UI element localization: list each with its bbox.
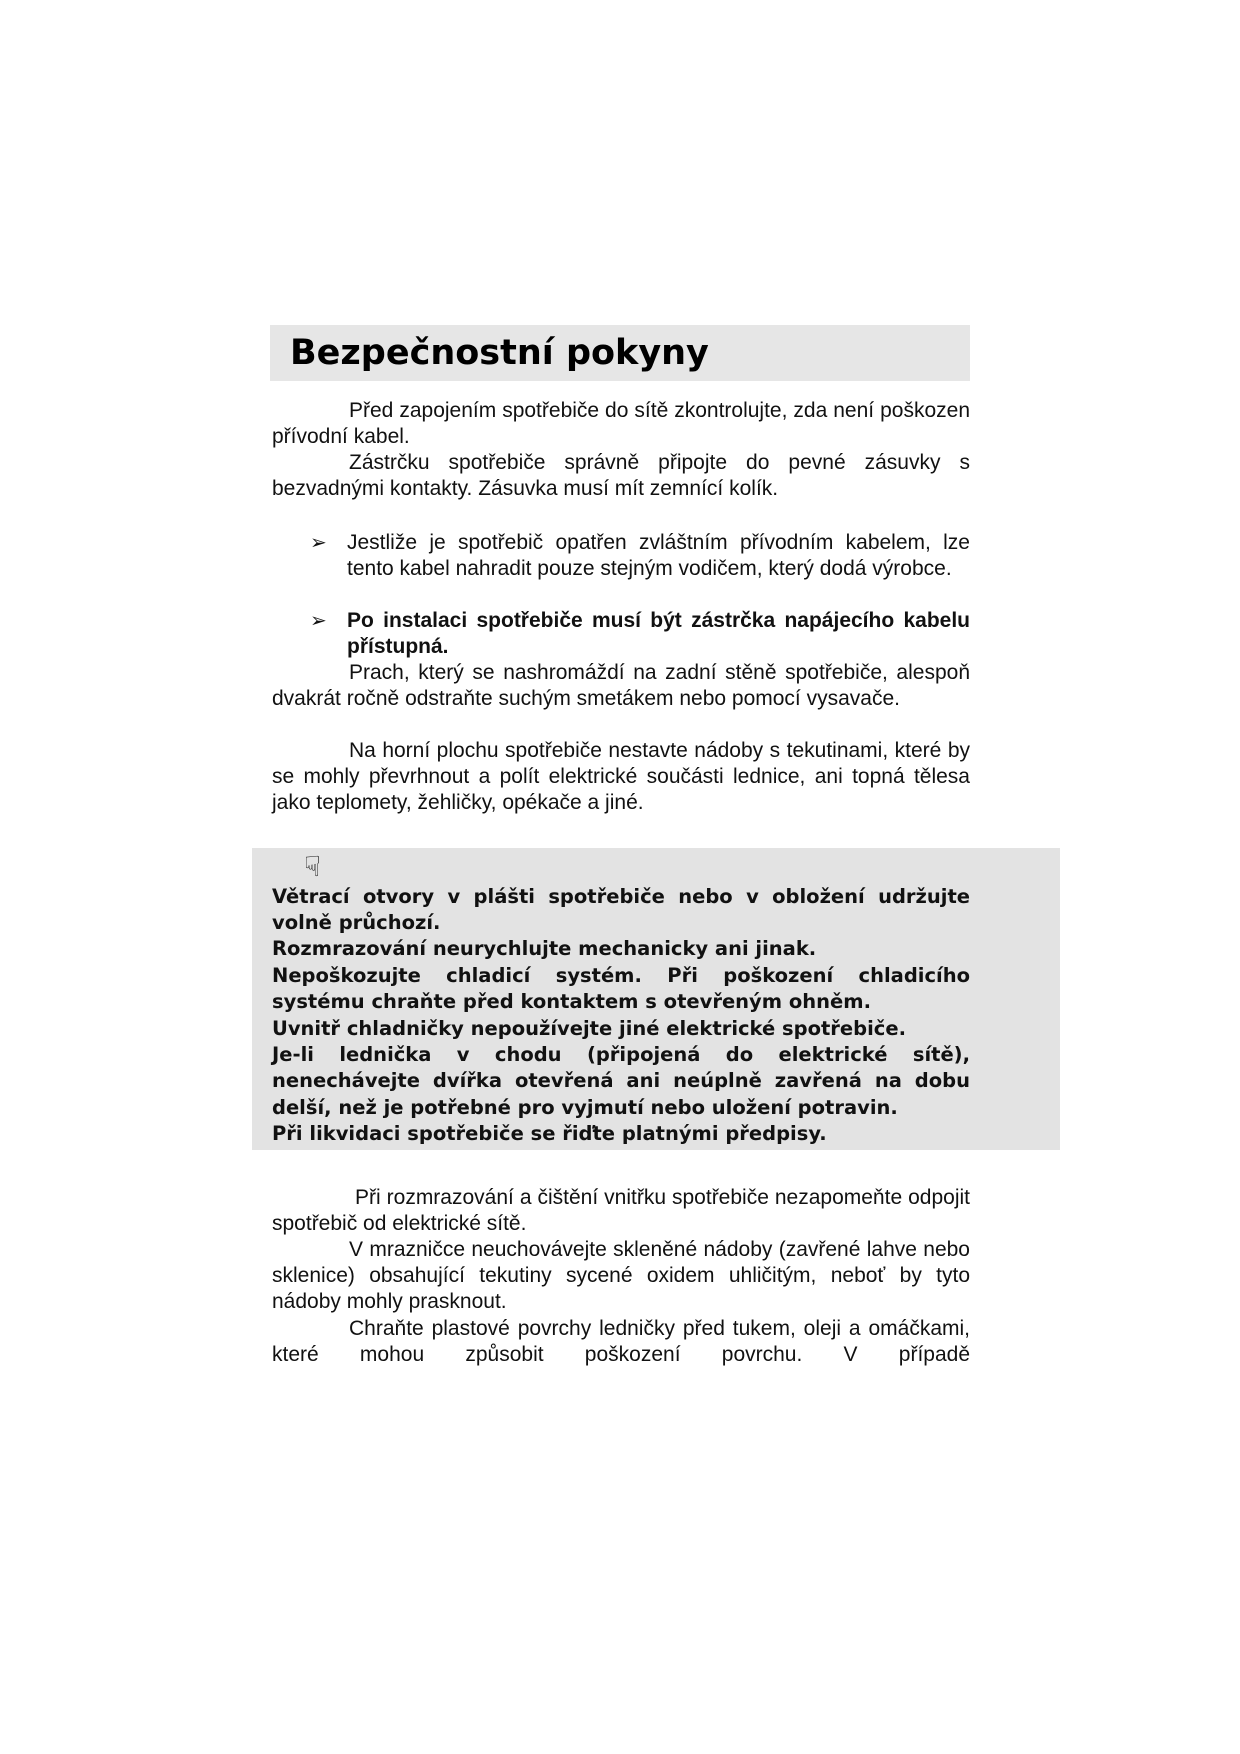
warning-line: Větrací otvory v plášti spotřebiče nebo v obložení udržujte [272, 885, 970, 908]
middle-paragraph-2: Na horní plochu spotřebiče nestavte nádoby s tekutinami, které by se mohly převrhnout a polít elektrické součásti lednice, ani topná tělesa jako teplomety, žehličky, opékače a jiné. [272, 739, 970, 814]
bullet-text: Jestliže je spotřebič opatřen zvláštním přívodním kabelem, lze tento kabel nahradit pouze stejným vodičem, který dodá výrobce. [347, 531, 970, 580]
warning-line: Rozmrazování neurychlujte mechanicky ani jinak. [272, 937, 817, 960]
bullet-item [310, 608, 970, 660]
arrow-bullet-icon: ➢ [310, 610, 327, 632]
warning-box [252, 848, 1060, 1150]
warning-line: Při likvidaci spotřebiče se řiďte platnými předpisy. [272, 1122, 827, 1145]
pointing-hand-icon: ☟ [304, 851, 322, 882]
intro-paragraph-2: Zástrčku spotřebiče správně připojte do pevné zásuvky s bezvadnými kontakty. Zásuvka musí mít zemnící kolík. [272, 451, 970, 500]
arrow-bullet-icon: ➢ [310, 532, 327, 554]
closing-paragraph-3: Chraňte plastové povrchy ledničky před tukem, oleji a omáčkami, které mohou způsobit poškození povrchu. V případě [272, 1317, 970, 1366]
closing-paragraph-1: Při rozmrazování a čištění vnitřku spotřebiče nezapomeňte odpojit spotřebič od elektrické sítě. [272, 1186, 970, 1235]
closing-paragraph-2: V mrazničce neuchovávejte skleněné nádoby (zavřené lahve nebo sklenice) obsahující tekutiny sycené oxidem uhličitým, neboť by tyto nádoby mohly prasknout. [272, 1238, 970, 1313]
bullet-item [310, 530, 970, 582]
warning-line: delší, než je potřebné pro vyjmutí nebo uložení potravin. [272, 1096, 898, 1119]
warning-line: nenechávejte dvířka otevřená ani neúplně zavřená na dobu [272, 1069, 970, 1092]
warning-line: Je-li lednička v chodu (připojená do elektrické sítě), [272, 1043, 970, 1066]
warning-line: systému chraňte před kontaktem s otevřeným ohněm. [272, 990, 871, 1013]
page-title: Bezpečnostní pokyny [290, 333, 709, 373]
warning-line: Uvnitř chladničky nepoužívejte jiné elektrické spotřebiče. [272, 1017, 906, 1040]
middle-paragraph-1: Prach, který se nashromáždí na zadní stěně spotřebiče, alespoň dvakrát ročně odstraňte suchým smetákem nebo pomocí vysavače. [272, 661, 970, 710]
bullet-text: Po instalaci spotřebiče musí být zástrčka napájecího kabelu přístupná. [347, 609, 970, 658]
section-heading-box [270, 325, 970, 381]
warning-line: Nepoškozujte chladicí systém. Při poškození chladicího [272, 964, 970, 987]
warning-line: volně průchozí. [272, 911, 441, 934]
intro-paragraph-1: Před zapojením spotřebiče do sítě zkontrolujte, zda není poškozen přívodní kabel. [272, 399, 970, 448]
